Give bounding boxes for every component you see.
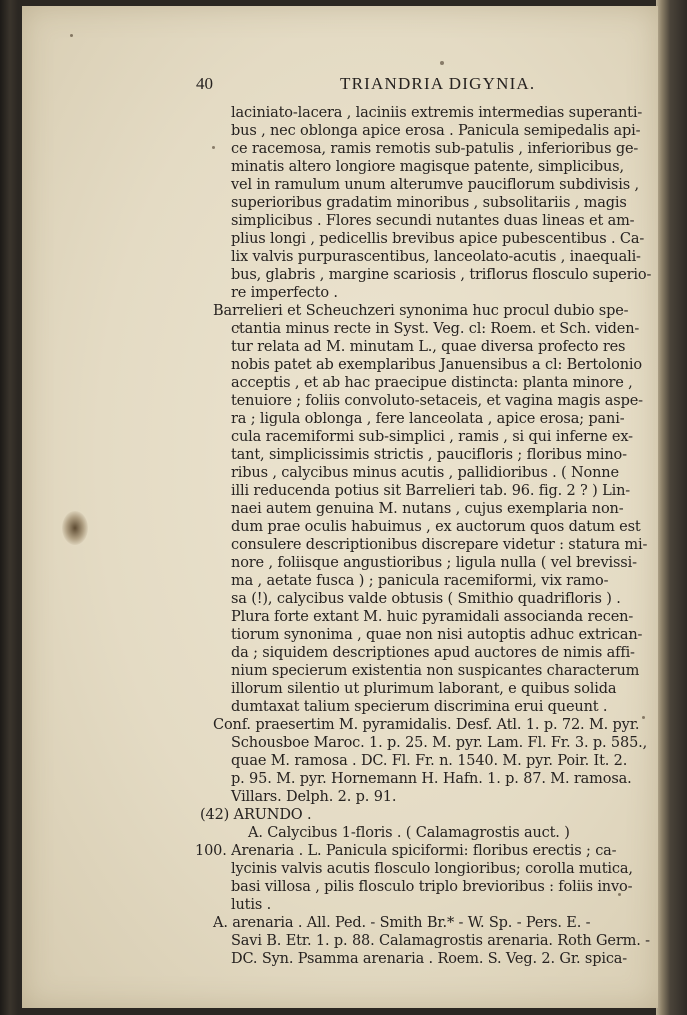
- text-line: naei autem genuina M. nutans , cujus exemplaria non-: [231, 501, 624, 517]
- text-line: acceptis , et ab hac praecipue distincta: planta minore ,: [231, 375, 633, 391]
- text-line: consulere descriptionibus discrepare videtur : statura mi-: [231, 537, 648, 553]
- text-line: da ; siquidem descriptiones apud auctores de nimis affi-: [231, 645, 635, 661]
- text-line: re imperfecto .: [231, 285, 338, 301]
- text-line: Plura forte extant M. huic pyramidali associanda recen-: [231, 609, 634, 625]
- text-line: Barrelieri et Scheuchzeri synonima huc procul dubio spe-: [213, 303, 629, 319]
- text-line: nore , foliisque angustioribus ; ligula nulla ( vel brevissi-: [231, 555, 637, 571]
- text-line: DC. Syn. Psamma arenaria . Roem. S. Veg. 2. Gr. spica-: [231, 951, 628, 967]
- book-fore-edge: [656, 0, 687, 1015]
- text-line: nium specierum existentia non suspicantes characterum: [231, 663, 640, 679]
- text-line: nobis patet ab exemplaribus Januensibus a cl: Bertolonio: [231, 357, 642, 373]
- text-line: ce racemosa, ramis remotis sub-patulis , inferioribus ge-: [231, 141, 639, 157]
- text-line: A. arenaria . All. Ped. - Smith Br.* - W. Sp. - Pers. E. -: [213, 915, 591, 931]
- text-line: ra ; ligula oblonga , fere lanceolata , apice erosa; pani-: [231, 411, 625, 427]
- text-line: tur relata ad M. minutam L., quae diversa profecto res: [231, 339, 626, 355]
- text-line: basi villosa , pilis flosculo triplo brevioribus : foliis invo-: [231, 879, 633, 895]
- paper-speck: [70, 34, 73, 37]
- text-line: ma , aetate fusca ) ; panicula racemiformi, vix ramo-: [231, 573, 609, 589]
- text-line: tiorum synonima , quae non nisi autoptis adhuc extrican-: [231, 627, 643, 643]
- text-line: Schousboe Maroc. 1. p. 25. M. pyr. Lam. Fl. Fr. 3. p. 585.,: [231, 735, 648, 751]
- text-line: Conf. praesertim M. pyramidalis. Desf. Atl. 1. p. 72. M. pyr.: [213, 717, 640, 733]
- text-line: lycinis valvis acutis flosculo longioribus; corolla mutica,: [231, 861, 633, 877]
- text-line: dum prae oculis habuimus , ex auctorum quos datum est: [231, 519, 641, 535]
- text-line: simplicibus . Flores secundi nutantes duas lineas et am-: [231, 213, 635, 229]
- page-number: 40: [196, 74, 213, 93]
- species-entry: 100. Arenaria . L. Panicula spiciformi: floribus erectis ; ca-: [195, 843, 617, 859]
- ink-stain: [62, 511, 88, 545]
- section-heading: (42) ARUNDO .: [200, 807, 312, 823]
- text-line: vel in ramulum unum alterumve pauciflorum subdivisis ,: [231, 177, 639, 193]
- text-line: Villars. Delph. 2. p. 91.: [231, 789, 397, 805]
- text-line: dumtaxat talium specierum discrimina erui queunt .: [231, 699, 608, 715]
- text-line: cula racemiformi sub-simplici , ramis , si qui inferne ex-: [231, 429, 633, 445]
- paper-speck: [440, 61, 444, 65]
- text-line: ctantia minus recte in Syst. Veg. cl: Roem. et Sch. viden-: [231, 321, 640, 337]
- text-line: lutis .: [231, 897, 272, 913]
- text-line: plius longi , pedicellis brevibus apice pubescentibus . Ca-: [231, 231, 645, 247]
- text-line: lix valvis purpurascentibus, lanceolato-acutis , inaequali-: [231, 249, 641, 265]
- text-line: ribus , calycibus minus acutis , pallidioribus . ( Nonne: [231, 465, 619, 481]
- text-line: p. 95. M. pyr. Hornemann H. Hafn. 1. p. 87. M. ramosa.: [231, 771, 632, 787]
- text-line: tenuiore ; foliis convoluto-setaceis, et vagina magis aspe-: [231, 393, 643, 409]
- text-line: laciniato-lacera , laciniis extremis intermedias superanti-: [231, 105, 643, 121]
- text-line: A. Calycibus 1-floris . ( Calamagrostis auct. ): [248, 825, 570, 841]
- text-line: bus, glabris , margine scariosis , triflorus flosculo superio-: [231, 267, 652, 283]
- running-title: TRIANDRIA DIGYNIA.: [340, 74, 536, 93]
- text-line: bus , nec oblonga apice erosa . Panicula semipedalis api-: [231, 123, 641, 139]
- text-line: illorum silentio ut plurimum laborant, e quibus solida: [231, 681, 617, 697]
- text-line: superioribus gradatim minoribus , subsolitariis , magis: [231, 195, 627, 211]
- text-line: Savi B. Etr. 1. p. 88. Calamagrostis arenaria. Roth Germ. -: [231, 933, 650, 949]
- text-line: minatis altero longiore magisque patente, simplicibus,: [231, 159, 624, 175]
- paper-speck: [642, 716, 645, 719]
- paper-speck: [212, 146, 215, 149]
- text-line: sa (!), calycibus valde obtusis ( Smithio quadrifloris ) .: [231, 591, 621, 607]
- text-line: quae M. ramosa . DC. Fl. Fr. n. 1540. M. pyr. Poir. It. 2.: [231, 753, 628, 769]
- text-line: tant, simplicissimis strictis , paucifloris ; floribus mino-: [231, 447, 627, 463]
- text-line: illi reducenda potius sit Barrelieri tab. 96. fig. 2 ? ) Lin-: [231, 483, 631, 499]
